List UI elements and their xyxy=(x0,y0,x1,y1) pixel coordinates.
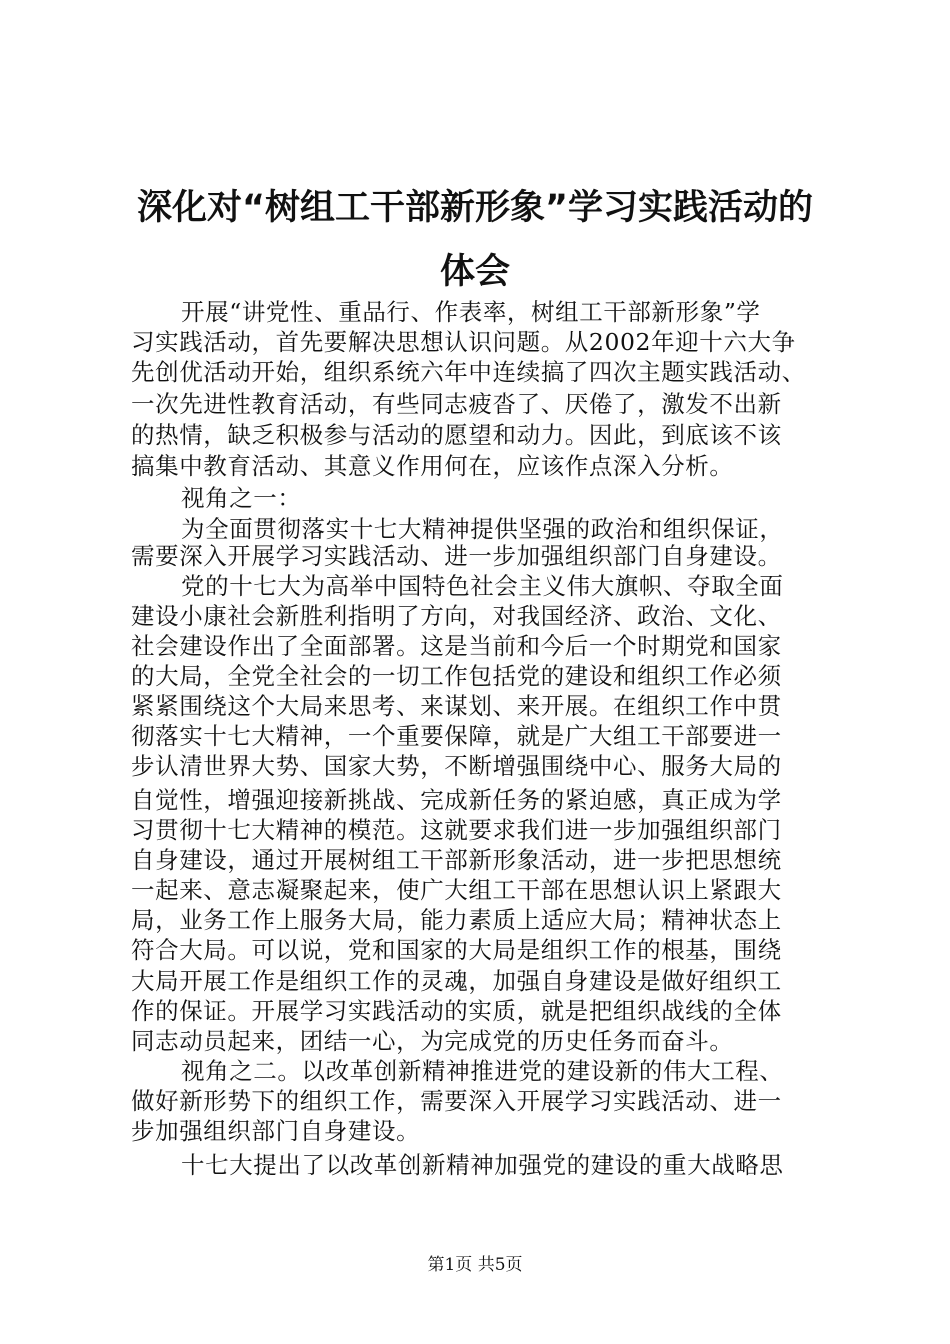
body-line: 十七大提出了以改革创新精神加强党的建设的重大战略思 xyxy=(181,1151,784,1179)
body-line: 作的保证。开展学习实践活动的实质，就是把组织战线的全体 xyxy=(131,997,782,1025)
body-line: 做好新形势下的组织工作，需要深入开展学习实践活动、进一 xyxy=(131,1087,782,1115)
section-heading: 视角之二。以改革创新精神推进党的建设新的伟大工程、 xyxy=(181,1057,784,1085)
body-line: 建设小康社会新胜利指明了方向，对我国经济、政治、文化、 xyxy=(131,602,782,630)
body-line: 为全面贯彻落实十七大精神提供坚强的政治和组织保证， xyxy=(181,515,784,543)
body-line: 的热情，缺乏积极参与活动的愿望和动力。因此，到底该不该 xyxy=(131,421,782,449)
body-line: 社会建设作出了全面部署。这是当前和今后一个时期党和国家 xyxy=(131,632,782,660)
page-footer: 第1页 共5页 xyxy=(427,1255,523,1275)
body-line: 局，业务工作上服务大局，能力素质上适应大局；精神状态上 xyxy=(131,906,782,934)
body-line: 先创优活动开始，组织系统六年中连续搞了四次主题实践活动、 xyxy=(131,358,806,386)
body-line: 一次先进性教育活动，有些同志疲沓了、厌倦了，激发不出新 xyxy=(131,390,782,418)
document-title-line-1: 深化对“树组工干部新形象”学习实践活动的 xyxy=(136,188,813,228)
body-line: 步加强组织部门自身建设。 xyxy=(131,1117,421,1145)
body-line: 符合大局。可以说，党和国家的大局是组织工作的根基，围绕 xyxy=(131,936,782,964)
body-line: 习贯彻十七大精神的模范。这就要求我们进一步加强组织部门 xyxy=(131,816,782,844)
body-line: 需要深入开展学习实践活动、进一步加强组织部门自身建设。 xyxy=(131,542,782,570)
body-line: 一起来、意志凝聚起来，使广大组工干部在思想认识上紧跟大 xyxy=(131,876,782,904)
body-line: 步认清世界大势、国家大势，不断增强围绕中心、服务大局的 xyxy=(131,752,782,780)
body-line: 彻落实十七大精神，一个重要保障，就是广大组工干部要进一 xyxy=(131,722,782,750)
section-heading: 视角之一： xyxy=(181,484,302,512)
body-line: 党的十七大为高举中国特色社会主义伟大旗帜、夺取全面 xyxy=(181,572,784,600)
body-line: 习实践活动，首先要解决思想认识问题。从2002年迎十六大争 xyxy=(131,328,796,356)
body-line: 自身建设，通过开展树组工干部新形象活动，进一步把思想统 xyxy=(131,846,782,874)
body-line: 自觉性，增强迎接新挑战、完成新任务的紧迫感，真正成为学 xyxy=(131,786,782,814)
body-line: 大局开展工作是组织工作的灵魂，加强自身建设是做好组织工 xyxy=(131,967,782,995)
body-line: 同志动员起来，团结一心，为完成党的历史任务而奋斗。 xyxy=(131,1027,734,1055)
body-line: 紧紧围绕这个大局来思考、来谋划、来开展。在组织工作中贯 xyxy=(131,692,782,720)
body-line: 开展“讲党性、重品行、作表率，树组工干部新形象”学 xyxy=(181,298,761,326)
body-line: 搞集中教育活动、其意义作用何在，应该作点深入分析。 xyxy=(131,452,734,480)
document-title-line-2: 体会 xyxy=(439,252,510,292)
body-line: 的大局，全党全社会的一切工作包括党的建设和组织工作必须 xyxy=(131,662,782,690)
